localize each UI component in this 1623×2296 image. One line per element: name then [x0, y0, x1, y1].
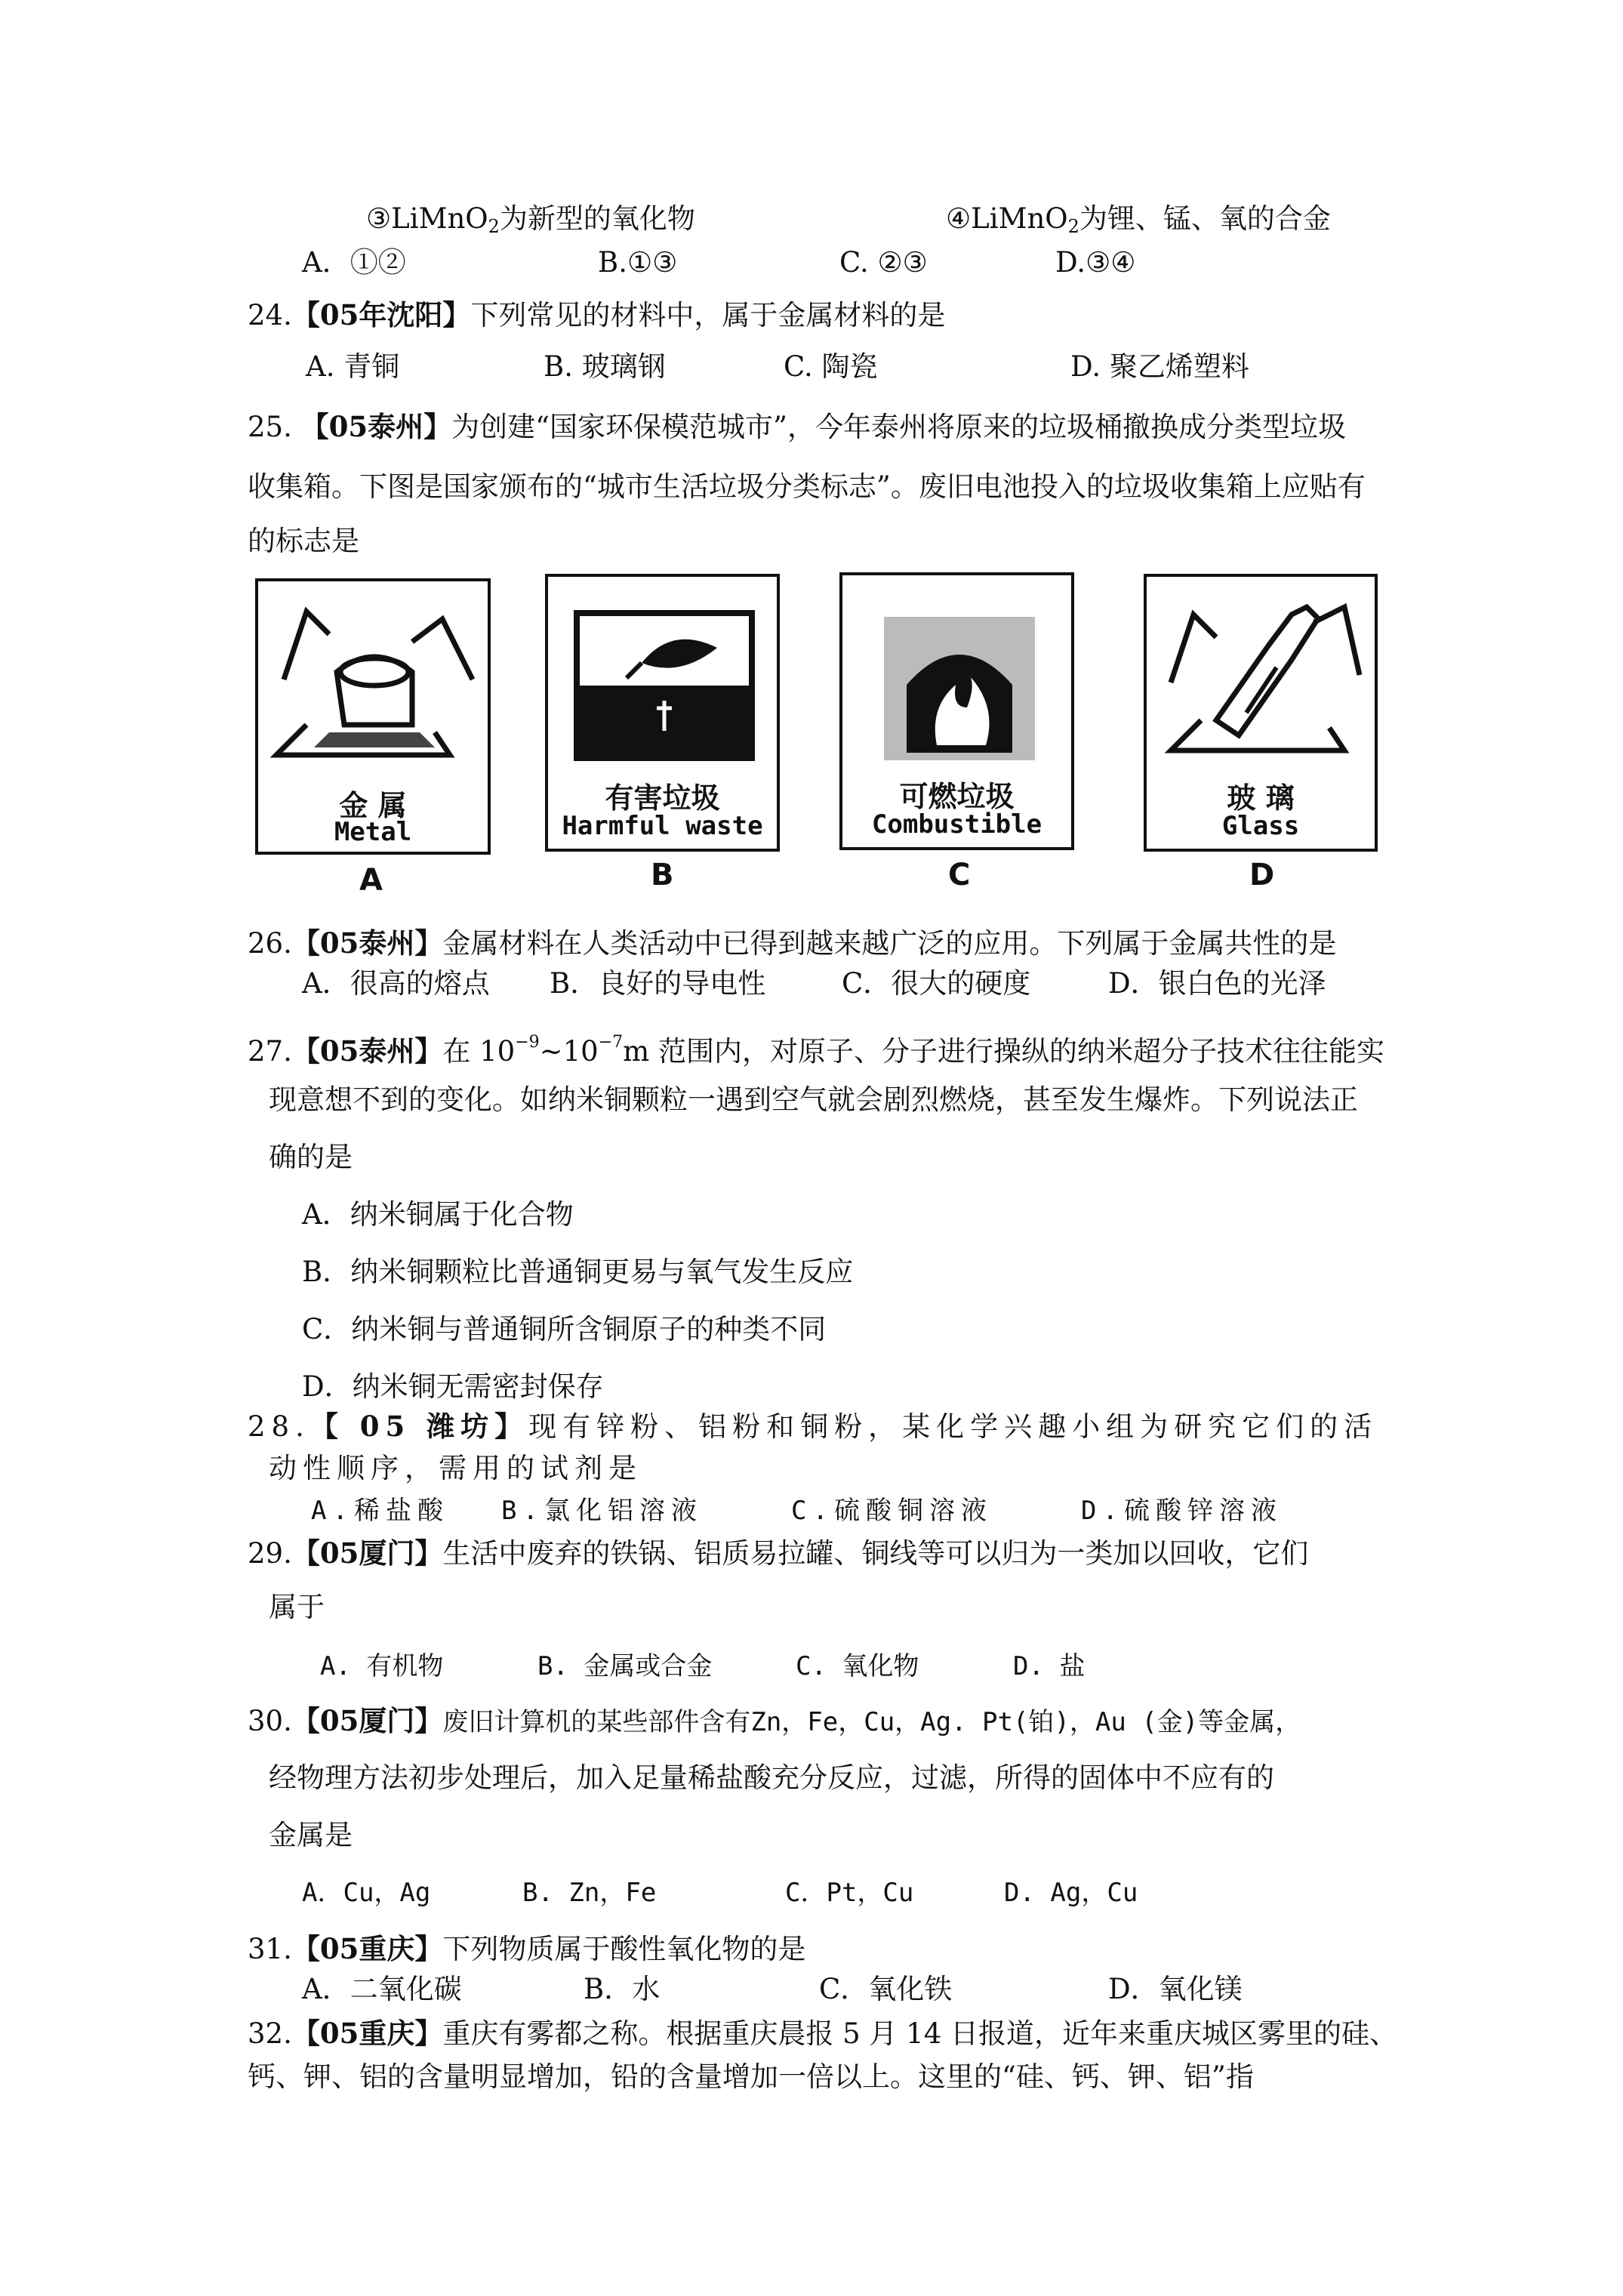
- q26-choice-a: A．很高的熔点: [302, 967, 490, 1000]
- sign-harmful-en: Harmful waste: [562, 811, 763, 841]
- q30-stem-line3: 金属是: [269, 1819, 353, 1851]
- q28-choice-a: A.稀盐酸: [311, 1496, 449, 1526]
- sign-glass-zh: 玻 璃: [1227, 781, 1295, 815]
- q31-choice-c: C．氧化铁: [819, 1973, 953, 2005]
- q29-choice-b: B. 金属或合金: [537, 1651, 713, 1681]
- q27-stem-line3: 确的是: [269, 1141, 353, 1173]
- q27-stem-line1: 27.【05泰州】在 $10^{-9}\sim 10^{-7}m$ 范围内，对原子、分子进行操纵的纳米超分子技术往往能实: [248, 1033, 1385, 1068]
- q25-stem-line2: 收集箱。下图是国家颁布的“城市生活垃圾分类标志”。废旧电池投入的垃圾收集箱上应贴有: [248, 470, 1366, 503]
- q28-choice-b: B.氯化铝溶液: [501, 1496, 703, 1526]
- sign-letter-d: D: [1249, 858, 1275, 892]
- q31-choice-d: D．氧化镁: [1108, 1973, 1243, 2005]
- q30-choice-a: A．Cu，Ag: [302, 1878, 431, 1908]
- q26-choice-b: B．良好的导电性: [550, 967, 766, 1000]
- q24-choice-a: A. 青铜: [306, 350, 400, 383]
- q23-choice-c: C. ②③: [839, 246, 928, 279]
- q23-choice-b: B.①③: [598, 246, 678, 279]
- q28-stem-line2: 动性顺序，需用的试剂是: [269, 1452, 642, 1484]
- q30-stem-line1: 30.【05厦门】废旧计算机的某些部件含有Zn，Fe，Cu，Ag. Pt(铂)，Au (金)等金属，: [248, 1704, 1301, 1737]
- q27-stem-line2: 现意想不到的变化。如纳米铜颗粒一遇到空气就会剧烈燃烧，甚至发生爆炸。下列说法正: [269, 1083, 1358, 1116]
- q31-choice-a: A．二氧化碳: [302, 1973, 462, 2005]
- q32-stem-line2: 钙、钾、铝的含量明显增加，铅的含量增加一倍以上。这里的“硅、钙、钾、铝”指: [248, 2060, 1254, 2093]
- q25-stem-line1: 25. 【05泰州】为创建“国家环保模范城市”，今年泰州将原来的垃圾桶撤换成分类型垃圾: [248, 410, 1346, 443]
- recycle-can-icon: [261, 596, 488, 778]
- q32-stem-line1: 32.【05重庆】重庆有雾都之称。根据重庆晨报 5 月 14 日报道，近年来重庆城区雾里的硅、: [248, 2017, 1398, 2050]
- q27-choice-d: D．纳米铜无需密封保存: [302, 1370, 604, 1403]
- q27-choice-a: A．纳米铜属于化合物: [302, 1198, 574, 1231]
- q23-option-4: ④LiMnO$_2$为锂、锰、氧的合金: [946, 202, 1331, 237]
- sign-metal-zh: 金 属: [339, 789, 407, 822]
- q27-choice-b: B．纳米铜颗粒比普通铜更易与氧气发生反应: [302, 1256, 854, 1288]
- sign-glass: [1144, 574, 1378, 852]
- sign-metal-en: Metal: [334, 817, 412, 847]
- q30-choice-d: D. Ag，Cu: [1004, 1878, 1138, 1908]
- sign-metal: [255, 578, 491, 855]
- q29-stem-line2: 属于: [269, 1591, 325, 1623]
- q30-stem-line2: 经物理方法初步处理后，加入足量稀盐酸充分反应，过滤，所得的固体中不应有的: [269, 1761, 1274, 1794]
- sign-combustible-en: Combustible: [871, 809, 1042, 840]
- q29-stem-line1: 29.【05厦门】生活中废弃的铁锅、铝质易拉罐、铜线等可以归为一类加以回收，它们: [248, 1536, 1309, 1570]
- q27-choice-c: C．纳米铜与普通铜所含铜原子的种类不同: [302, 1313, 827, 1345]
- q26-choice-c: C．很大的硬度: [842, 967, 1031, 1000]
- q29-choice-a: A. 有机物: [320, 1651, 444, 1681]
- q28-stem-line1: 28.【 05 潍坊】现有锌粉、铝粉和铜粉，某化学兴趣小组为研究它们的活: [248, 1410, 1378, 1443]
- q24-choice-d: D. 聚乙烯塑料: [1070, 350, 1249, 383]
- q30-choice-c: C．Pt，Cu: [785, 1878, 914, 1908]
- q26-choice-d: D．银白色的光泽: [1108, 967, 1326, 1000]
- q31-stem: 31.【05重庆】下列物质属于酸性氧化物的是: [248, 1932, 806, 1965]
- recycle-bottle-icon: [1156, 592, 1367, 766]
- q23-option-3: ③LiMnO$_2$为新型的氧化物: [366, 202, 695, 237]
- q29-choice-d: D. 盐: [1013, 1651, 1086, 1681]
- q24-choice-b: B. 玻璃钢: [544, 350, 666, 383]
- sign-combustible: [839, 572, 1074, 850]
- q28-choice-d: D.硫酸锌溶液: [1081, 1496, 1283, 1526]
- q23-choice-d: D.③④: [1055, 246, 1136, 279]
- sign-letter-a: A: [359, 863, 383, 898]
- sign-letter-b: B: [651, 858, 674, 892]
- sign-harmful-zh: 有害垃圾: [605, 781, 720, 815]
- q29-choice-c: C. 氧化物: [796, 1651, 919, 1681]
- q23-choice-a: A．①②: [302, 246, 406, 279]
- sign-letter-c: C: [948, 858, 971, 892]
- sign-harmful-waste: [545, 574, 780, 852]
- harmful-waste-icon: [574, 610, 755, 761]
- q24-choice-c: C. 陶瓷: [784, 350, 878, 383]
- sign-glass-en: Glass: [1221, 811, 1300, 841]
- q28-choice-c: C.硫酸铜溶液: [791, 1496, 993, 1526]
- sign-combustible-zh: 可燃垃圾: [899, 780, 1015, 813]
- q26-stem: 26.【05泰州】金属材料在人类活动中已得到越来越广泛的应用。下列属于金属共性的是: [248, 926, 1337, 960]
- flame-icon: [884, 617, 1035, 760]
- q31-choice-b: B．水: [584, 1973, 661, 2005]
- q24-stem: 24.【05年沈阳】下列常见的材料中，属于金属材料的是: [248, 298, 946, 331]
- q30-choice-b: B. Zn，Fe: [522, 1878, 657, 1908]
- q25-stem-line3: 的标志是: [248, 525, 359, 557]
